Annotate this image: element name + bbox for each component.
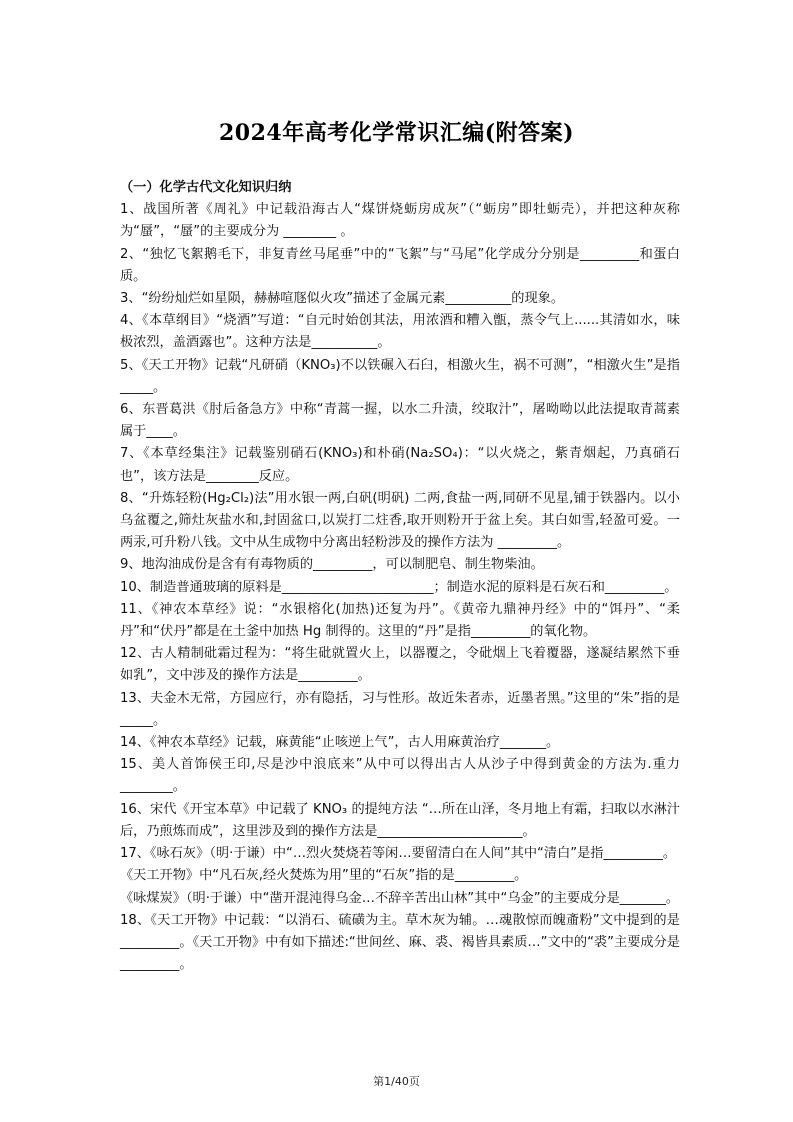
question-7: 7、《本草经集注》记载鉴别硝石(KNO₃)和朴硝(Na₂SO₄)：“以火烧之，紫青烟起，乃真硝石也”，该方法是________反应。 — [120, 446, 680, 484]
question-2: 2、“独忆飞絮鹅毛下，非复青丝马尾垂”中的“飞絮”与“马尾”化学成分分别是_________和蛋白质。 — [120, 246, 680, 284]
question-14: 14、《神农本草经》记载，麻黄能“止咳逆上气”，古人用麻黄治疗_______。 — [120, 735, 560, 751]
question-15: 15、美人首饰侯王印,尽是沙中浪底来”从中可以得出古人从沙子中得到黄金的方法为.重力________。 — [120, 757, 680, 795]
question-12: 12、古人精制砒霜过程为：“将生砒就置火上，以器覆之，令砒烟上飞着覆器，遂凝结累然下垂如乳”，文中涉及的操作方法是_________。 — [120, 646, 680, 684]
page-title: 2024年高考化学常识汇编(附答案) — [218, 120, 575, 146]
question-3: 3、“纷纷灿烂如星陨，赫赫喧豗似火攻”描述了金属元素__________的现象。 — [120, 291, 565, 307]
question-17: 17、《咏石灰》（明·于谦）中“…烈火焚烧若等闲…要留清白在人间”其中“清白”是指_________。 — [120, 846, 677, 862]
question-17-part-2: 《天工开物》中“凡石灰,经火焚炼为用”里的“石灰”指的是_________。 — [120, 868, 528, 884]
question-17-part-3: 《咏煤炭》（明·于谦）中“凿开混沌得乌金…不辞辛苦出山林”其中“乌金”的主要成分是_______。 — [120, 890, 680, 906]
document-body — [120, 177, 680, 976]
question-9: 9、地沟油成份是含有有毒物质的_________，可以制肥皂、制生物柴油。 — [120, 557, 544, 573]
question-6: 6、东晋葛洪《肘后备急方》中称“青蒿一握，以水二升渍，绞取汁”，屠呦呦以此法提取青蒿素属于____。 — [120, 402, 680, 440]
question-11: 11、《神农本草经》说：“水银榕化(加热)还复为丹”。《黄帝九鼎神丹经》中的“饵丹”、“柔丹”和“伏丹”都是在土釜中加热 Hg 制得的。这里的“丹”是指_________的氧化物。 — [120, 601, 680, 640]
question-1: 1、战国所著《周礼》中记载沿海古人“煤饼烧蛎房成灰”（“蛎房”即牡蛎壳），并把这种灰称为“蜃”，“蜃”的主要成分为 ________ 。 — [120, 202, 680, 240]
question-10: 10、制造普通玻璃的原料是_______________________；制造水泥的原料是石灰石和_________。 — [120, 579, 678, 595]
question-13: 13、夫金木无常，方园应行，亦有隐括，习与性形。故近朱者赤，近墨者黑。”这里的“朱”指的是_____。 — [120, 690, 680, 728]
question-16: 16、宋代《开宝本草》中记载了 KNO₃ 的提纯方法 “…所在山泽，冬月地上有霜，扫取以水淋汁后，乃煎炼而成”，这里涉及到的操作方法是______________________。 — [120, 801, 680, 839]
page-number: 第1/40页 — [373, 1075, 420, 1088]
question-5: 5、《天工开物》记载“凡研硝（KNO₃)不以铁碾入石臼，相激火生，祸不可测”，“相激火生”是指_____。 — [120, 357, 680, 395]
question-8: 8、“升炼轻粉(Hg₂Cl₂)法”用水银一两,白矾(明矾) 二两,食盐一两,同研不见星,铺于铁器内。以小乌盆覆之,筛灶灰盐水和,封固盆口,以炭打二炷香,取开则粉开于盆上矣。其白如雪,轻盈可爱。一两汞,可升粉八钱。文中从生成物中分离出轻粉涉及的操作方法为 _________。 — [120, 490, 680, 551]
section-heading: （一）化学古代文化知识归纳 — [120, 180, 292, 195]
question-4: 4、《本草纲目》“烧酒”写道：“自元时始创其法，用浓酒和糟入甑，蒸令气上......其清如水，味极浓烈，盖酒露也”。这种方法是__________。 — [120, 313, 680, 351]
question-18: 18、《天工开物》中记载：“以消石、硫磺为主。草木灰为辅。…魂散惊而魄齑粉”文中提到的是_________。《天工开物》中有如下描述:“世间丝、麻、裘、褐皆具素质…”文中的“裘”主要成分是_________。 — [120, 912, 680, 973]
